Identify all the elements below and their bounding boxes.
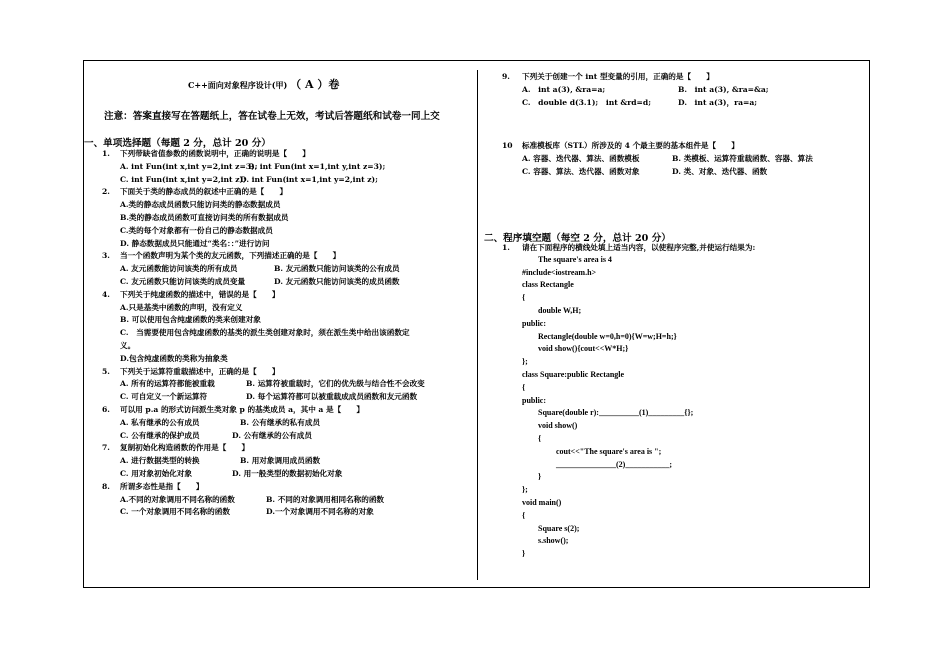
paper-label: （ A ）卷 — [290, 78, 340, 91]
option-a: A.只是基类中函数的声明，没有定义 — [120, 302, 243, 312]
question-stem: 标准模板库（STL）所涉及的 4 个最主要的基本组件是【 】 — [522, 141, 739, 150]
option-c: C.类的每个对象都有一份自己的静态数据成员 — [120, 225, 273, 235]
option-b: B. 用对象调用成员函数 — [240, 456, 321, 466]
question-9 — [502, 71, 862, 84]
code-line: class Square:public Rectangle — [522, 369, 625, 379]
code-line-blank-1: Square(double r):__________(1)_________{}; — [538, 408, 694, 418]
code-line: void main() — [522, 497, 562, 507]
program-fill-question-1 — [502, 242, 862, 562]
question-number: 9. — [502, 72, 510, 81]
question-6 — [102, 404, 472, 417]
option-a: A.不同的对象调用不同名称的函数 — [120, 494, 235, 504]
question-10-block — [502, 140, 862, 178]
option-b: B.类的静态成员函数可直接访问类的所有数据成员 — [120, 212, 289, 222]
option-c: C. 当需要使用包含纯虚函数的基类的派生类创建对象时，须在派生类中给出该函数定 — [120, 328, 410, 338]
question-stem: 当一个函数声明为某个类的友元函数，下列描述正确的是【 】 — [120, 251, 341, 261]
section-1-heading: 一、单项选择题（每题 2 分，总计 20 分） — [84, 138, 271, 149]
option-b: B. int Fun(int x=1,int y,int z=3); — [248, 161, 386, 171]
option-b: B. 可以使用包含纯虚函数的类来创建对象 — [120, 315, 261, 325]
option-c: C. 用对象初始化对象 — [120, 468, 192, 478]
expected-output: The square's area is 4 — [538, 254, 612, 264]
option-c: C. 公有继承的保护成员 — [120, 430, 200, 440]
option-a: A. int a(3), &ra=a; — [522, 84, 606, 94]
question-stem: 下列带缺省值参数的函数说明中，正确的说明是【 】 — [120, 149, 310, 158]
code-line: s.show(); — [538, 536, 569, 546]
code-line: { — [522, 382, 526, 392]
option-a: A. int Fun(int x,int y=2,int z=3); — [120, 161, 258, 171]
question-number: 1. — [102, 149, 110, 158]
option-c: C. 可自定义一个新运算符 — [120, 392, 208, 402]
question-10 — [502, 140, 862, 153]
question-number: 3. — [102, 251, 110, 261]
option-a: A. 进行数据类型的转换 — [120, 456, 200, 466]
option-c-continued: 义。 — [120, 340, 136, 350]
question-8 — [102, 481, 472, 494]
code-line: double W,H; — [538, 305, 582, 315]
question-stem: 下列关于纯虚函数的描述中，错误的是【 】 — [120, 289, 280, 299]
option-d: D. 类、对象、迭代器、函数 — [672, 166, 768, 176]
code-line: void show() — [538, 421, 578, 431]
choice-questions-left — [102, 148, 472, 519]
code-line: } — [522, 549, 526, 559]
code-line: { — [538, 433, 542, 443]
option-c: C. 友元函数只能访问该类的成员变量 — [120, 276, 246, 286]
code-line: public: — [522, 318, 547, 328]
exam-notice: 注意：答案直接写在答题纸上，答在试卷上无效，考试后答题纸和试卷一同上交 — [104, 111, 440, 122]
question-number: 2. — [102, 187, 110, 197]
question-stem: 复制初始化构造函数的作用是【 】 — [120, 443, 250, 453]
column-divider — [477, 70, 478, 580]
option-c: C. 容器、算法、迭代器、函数对象 — [522, 166, 640, 176]
option-d: D. int Fun(int x=1,int y=2,int z); — [240, 174, 378, 184]
exam-title — [188, 76, 339, 92]
option-d: D.一个对象调用不同名称的对象 — [266, 507, 374, 517]
code-line: } — [538, 472, 542, 482]
code-line: Rectangle(double w=0,h=0){W=w;H=h;} — [538, 331, 677, 341]
question-number: 6. — [102, 404, 110, 414]
question-5 — [102, 366, 472, 379]
option-d: D. 每个运算符都可以被重载成成员函数和友元函数 — [246, 392, 418, 402]
question-number: 7. — [102, 443, 110, 453]
option-d: D. int a(3)，ra=a; — [678, 97, 758, 107]
option-a: A. 所有的运算符都能被重载 — [120, 379, 215, 389]
code-line-blank-2: _______________(2)___________; — [556, 459, 672, 469]
option-a: A.类的静态成员函数只能访问类的静态数据成员 — [120, 200, 281, 210]
option-b: B. 不同的对象调用相同名称的函数 — [266, 494, 385, 504]
question-stem: 可以用 p.a 的形式访问派生类对象 p 的基类成员 a，其中 a 是【 】 — [120, 404, 364, 414]
question-stem: 下面关于类的静态成员的叙述中正确的是【 】 — [120, 187, 288, 197]
course-name: C++面向对象程序设计(甲) — [188, 80, 288, 90]
choice-questions-right — [502, 71, 862, 109]
code-line: { — [522, 510, 526, 520]
section-2-heading: 二、程序填空题（每空 2 分，总计 20 分） — [484, 233, 671, 244]
option-d: D. 友元函数只能访问该类的成员函数 — [274, 276, 400, 286]
option-d: D.包含纯虚函数的类称为抽象类 — [120, 353, 228, 363]
option-d: D. 静态数据成员只能通过“类名：：”进行访问 — [120, 238, 270, 248]
option-b: B. int a(3), &ra=&a; — [678, 84, 769, 94]
question-3 — [102, 250, 472, 263]
code-line: }; — [522, 357, 528, 367]
question-stem: 下列关于运算符重载描述中，正确的是【 】 — [120, 366, 280, 376]
question-stem: 所谓多态性是指【 】 — [120, 481, 204, 491]
option-b: B. 运算符被重载时，它们的优先级与结合性不会改变 — [246, 379, 425, 389]
question-1 — [102, 148, 472, 161]
question-number: 10 — [502, 141, 513, 150]
question-4 — [102, 289, 472, 302]
option-a: A. 容器、迭代器、算法、函数模板 — [522, 153, 640, 163]
question-stem: 下列关于创建一个 int 型变量的引用，正确的是【 】 — [522, 72, 714, 81]
code-line: public: — [522, 395, 547, 405]
code-line: { — [522, 293, 526, 303]
option-d: D. 公有继承的公有成员 — [232, 430, 312, 440]
option-c: C. 一个对象调用不同名称的函数 — [120, 507, 230, 517]
question-7 — [102, 442, 472, 455]
option-a: A. 私有继承的公有成员 — [120, 417, 200, 427]
question-number: 5. — [102, 366, 110, 376]
code-line: void show(){cout<<W*H;} — [538, 344, 629, 354]
question-number: 8. — [102, 481, 110, 491]
code-line: class Rectangle — [522, 280, 574, 290]
option-b: B. 友元函数只能访问该类的公有成员 — [274, 264, 400, 274]
option-c: C. int Fun(int x,int y=2,int z); — [120, 174, 246, 184]
option-b: B. 类模板、运算符重载函数、容器、算法 — [672, 153, 813, 163]
code-line: Square s(2); — [538, 523, 580, 533]
question-2 — [102, 186, 472, 199]
question-stem: 请在下面程序的横线处填上适当内容，以使程序完整,并使运行结果为: — [522, 243, 756, 252]
question-number: 1. — [502, 243, 510, 252]
option-c: C. double d(3.1); int &rd=d; — [522, 97, 652, 107]
code-line: cout<<"The square's area is "; — [556, 446, 662, 456]
question-number: 4. — [102, 289, 110, 299]
option-d: D. 用一般类型的数据初始化对象 — [232, 468, 343, 478]
code-line: }; — [522, 485, 528, 495]
option-a: A. 友元函数能访问该类的所有成员 — [120, 264, 238, 274]
option-b: B. 公有继承的私有成员 — [240, 417, 321, 427]
code-line: #include<iostream.h> — [522, 267, 597, 277]
